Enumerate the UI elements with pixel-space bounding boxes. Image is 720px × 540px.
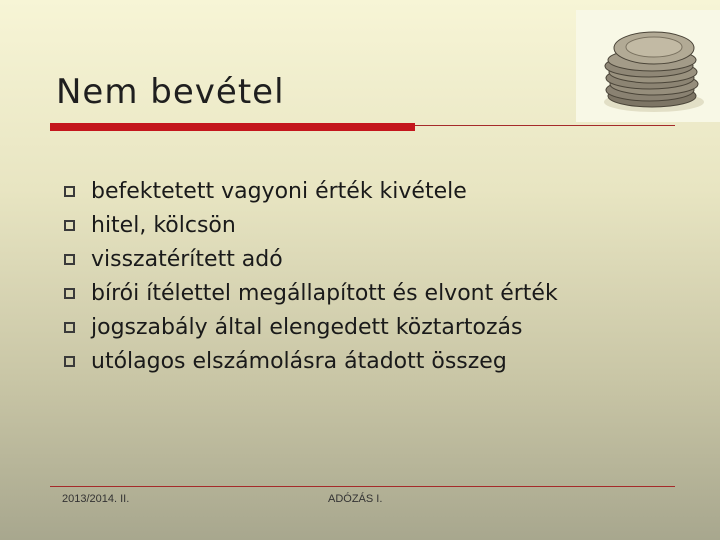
- bullet-list: [64, 174, 558, 378]
- list-item: [64, 344, 558, 378]
- hollow-square-icon: [64, 254, 75, 265]
- slide-title: Nem bevétel: [56, 72, 285, 112]
- bullet-text: befektetett vagyoni érték kivétele: [91, 178, 467, 204]
- list-item: [64, 310, 558, 344]
- bullet-text: hitel, kölcsön: [91, 212, 236, 238]
- list-item: [64, 242, 558, 276]
- hollow-square-icon: [64, 356, 75, 367]
- bullet-text: visszatérített adó: [91, 246, 283, 272]
- list-item: [64, 208, 558, 242]
- list-item: [64, 174, 558, 208]
- hollow-square-icon: [64, 288, 75, 299]
- bullet-text: bírói ítélettel megállapított és elvont érték: [91, 280, 558, 306]
- title-divider-accent: [50, 123, 415, 131]
- list-item: [64, 276, 558, 310]
- coin-stack-icon: [576, 10, 720, 122]
- footer-date: 2013/2014. II.: [62, 493, 130, 505]
- footer-course-title: ADÓZÁS I.: [328, 493, 383, 505]
- hollow-square-icon: [64, 220, 75, 231]
- bullet-text: utólagos elszámolásra átadott összeg: [91, 348, 507, 374]
- hollow-square-icon: [64, 186, 75, 197]
- footer-divider: [50, 486, 675, 487]
- bullet-text: jogszabály által elengedett köztartozás: [91, 314, 523, 340]
- hollow-square-icon: [64, 322, 75, 333]
